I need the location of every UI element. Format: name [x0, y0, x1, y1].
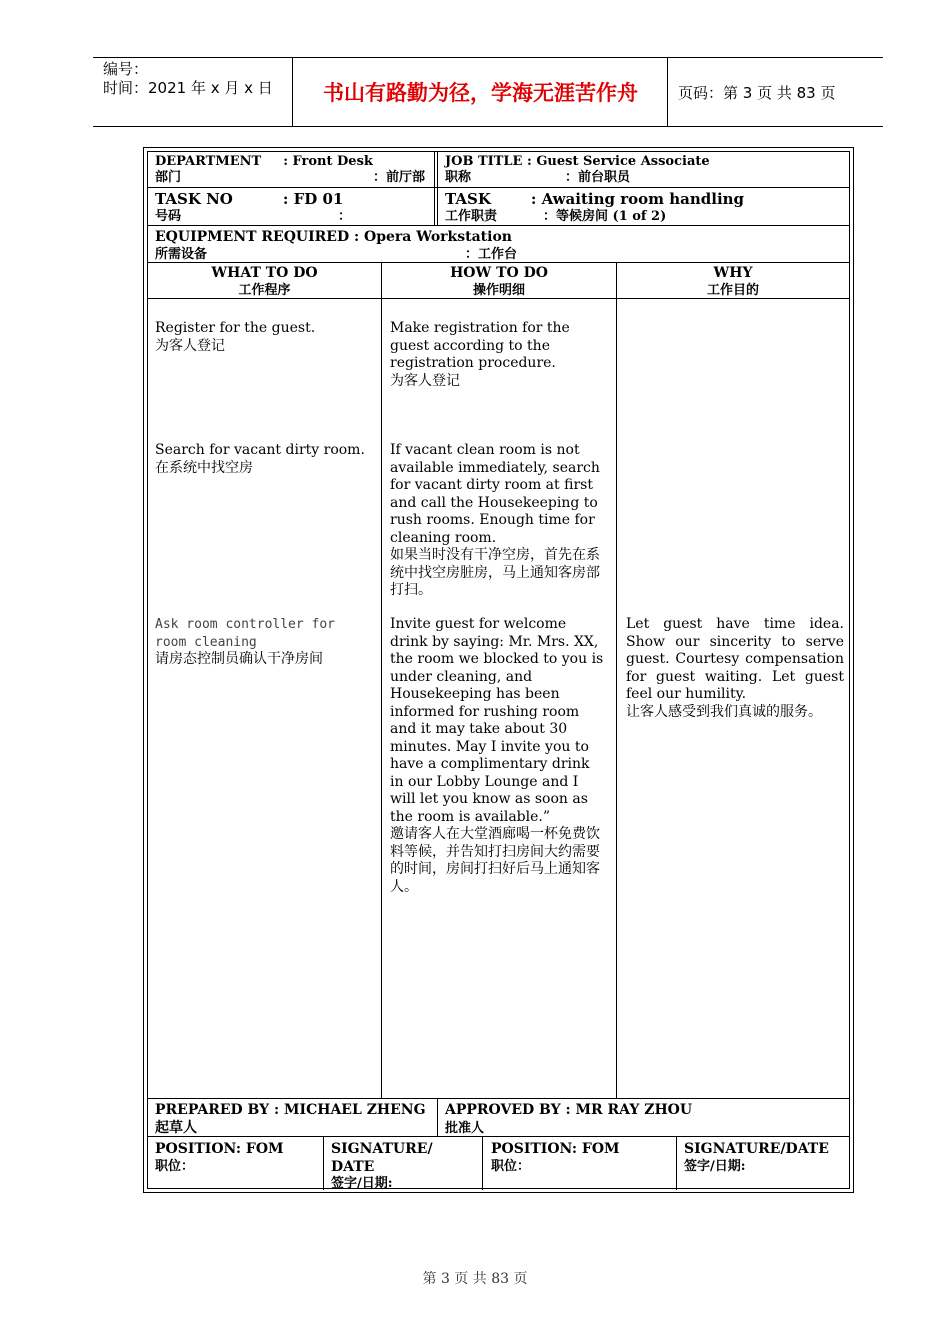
- column-header-what-en: WHAT TO DO: [211, 265, 318, 281]
- task-no-field: [155, 191, 351, 225]
- position-left: [155, 1140, 284, 1176]
- position-left-en: POSITION: FOM: [155, 1141, 284, 1157]
- divider: [148, 225, 849, 226]
- step-2-what: [155, 442, 370, 477]
- divider: [381, 262, 382, 1098]
- task-no-label-cn: 号码: [155, 209, 182, 224]
- job-title-field: [445, 154, 710, 186]
- doc-number-label: 编号：: [103, 60, 149, 78]
- task-no-label: TASK NO: [155, 190, 233, 208]
- department-value: : Front Desk: [283, 154, 373, 169]
- page-info: 页码：第 3 页 共 83 页: [678, 83, 836, 102]
- equipment-field: [155, 229, 517, 263]
- motto: 书山有路勤为径，学海无涯苦作舟: [294, 58, 668, 126]
- equipment-label-cn: 所需设备: [155, 247, 208, 262]
- job-title-label-cn: 职称: [445, 170, 472, 185]
- step-1-how-en: Make registration for the guest according to the registration procedure.: [390, 320, 570, 371]
- task-value-cn: ：等候房间 (1 of 2): [543, 209, 667, 224]
- step-3-why-cn: 让客人感受到我们真诚的服务。: [626, 703, 822, 720]
- column-header-why: [617, 265, 849, 299]
- step-2-how: [390, 442, 605, 600]
- step-3-what-en: Ask room controller for room cleaning: [155, 617, 336, 650]
- divider: [148, 1098, 849, 1099]
- task-field: [445, 191, 744, 225]
- divider: [323, 1136, 324, 1190]
- signature-left-cn: 签字/日期:: [331, 1176, 393, 1191]
- step-3-why: [626, 616, 844, 721]
- divider: [148, 187, 849, 188]
- position-left-cn: 职位：: [155, 1159, 195, 1174]
- equipment-value: : Opera Workstation: [354, 229, 512, 245]
- signature-right: [684, 1140, 829, 1176]
- task-value: : Awaiting room handling: [530, 190, 745, 208]
- department-label: DEPARTMENT: [155, 154, 262, 169]
- column-header-what-cn: 工作程序: [238, 283, 291, 298]
- divider: [676, 1136, 677, 1190]
- step-2-what-en: Search for vacant dirty room.: [155, 442, 365, 458]
- step-3-how-en: Invite guest for welcome drink by saying: Mr. Mrs. XX, the room we blocked to you is under cleaning, and Housekeeping has been informed for rushing room and it may take about 30 minutes. May I invite you to have a complimentary drink in our Lobby Lounge and I will let you know as soon as the room is available.”: [390, 616, 604, 825]
- doc-meta: [93, 58, 293, 126]
- task-label-cn: 工作职责: [445, 209, 498, 224]
- divider: [437, 1098, 438, 1136]
- step-1-how: [390, 320, 605, 390]
- doc-time: 时间：2021 年 x 月 x 日: [103, 79, 273, 97]
- step-2-what-cn: 在系统中找空房: [155, 459, 253, 476]
- signature-left-en1: SIGNATURE/: [331, 1141, 433, 1157]
- form-inner-border: [147, 151, 850, 1189]
- task-no-value: : FD 01: [282, 190, 344, 208]
- step-1-what-cn: 为客人登记: [155, 337, 225, 354]
- divider: [482, 1136, 483, 1190]
- column-header-how-cn: 操作明细: [472, 283, 525, 298]
- department-label-cn: 部门: [155, 170, 182, 185]
- position-right: [491, 1140, 620, 1176]
- step-2-how-en: If vacant clean room is not available immediately, search for vacant dirty room at first and call the Housekeeping to rush rooms. Enough time for cleaning room.: [390, 442, 600, 546]
- department-field: [155, 154, 425, 186]
- step-3-how: [390, 616, 605, 896]
- column-header-why-en: WHY: [713, 265, 753, 281]
- step-1-how-cn: 为客人登记: [390, 372, 460, 389]
- prepared-by-cn: 起草人: [155, 1119, 197, 1136]
- signature-left-en2: DATE: [331, 1159, 375, 1175]
- divider: [437, 152, 438, 225]
- signature-right-cn: 签字/日期:: [684, 1159, 746, 1174]
- page-footer: 第 3 页 共 83 页: [422, 1271, 528, 1287]
- signature-right-en: SIGNATURE/DATE: [684, 1141, 829, 1157]
- department-value-cn: ：前厅部: [372, 170, 425, 185]
- column-header-what: [148, 265, 381, 299]
- step-3-what-cn: 请房态控制员确认干净房间: [155, 651, 323, 667]
- step-1-what: [155, 320, 370, 355]
- position-right-cn: 职位：: [491, 1159, 531, 1174]
- task-no-value-cn: ：: [337, 209, 351, 224]
- column-header-how-en: HOW TO DO: [450, 265, 548, 281]
- prepared-by: [155, 1102, 426, 1137]
- approved-by-en: APPROVED BY : MR RAY ZHOU: [445, 1102, 693, 1118]
- document-header: [93, 57, 883, 127]
- position-right-en: POSITION: FOM: [491, 1141, 620, 1157]
- approved-by: [445, 1102, 692, 1137]
- equipment-value-cn: ：工作台: [465, 247, 518, 262]
- task-label: TASK: [445, 190, 491, 208]
- prepared-by-en: PREPARED BY : MICHAEL ZHENG: [155, 1102, 426, 1118]
- column-header-how: [382, 265, 616, 299]
- step-2-how-cn: 如果当时没有干净空房，首先在系统中找空房脏房，马上通知客房部打扫。: [390, 547, 600, 598]
- step-3-why-en: Let guest have time idea. Show our sincerity to serve guest. Courtesy compensation for guest waiting. Let guest feel our humility.: [626, 616, 844, 702]
- job-title-value: : Guest Service Associate: [527, 154, 710, 169]
- job-task-form: [143, 147, 854, 1193]
- divider: [616, 262, 617, 1098]
- approved-by-cn: 批准人: [445, 1120, 485, 1136]
- job-title-value-cn: ：前台职员: [565, 170, 631, 185]
- step-3-what: [155, 616, 370, 669]
- step-1-what-en: Register for the guest.: [155, 320, 316, 336]
- job-title-label: JOB TITLE: [445, 154, 523, 169]
- equipment-label: EQUIPMENT REQUIRED: [155, 229, 350, 245]
- column-header-why-cn: 工作目的: [706, 283, 759, 298]
- step-3-how-cn: 邀请客人在大堂酒廊喝一杯免费饮料等候，并告知打扫房间大约需要的时间，房间打扫好后马上通知客人。: [390, 826, 600, 895]
- signature-left: [331, 1140, 433, 1191]
- divider: [434, 152, 435, 225]
